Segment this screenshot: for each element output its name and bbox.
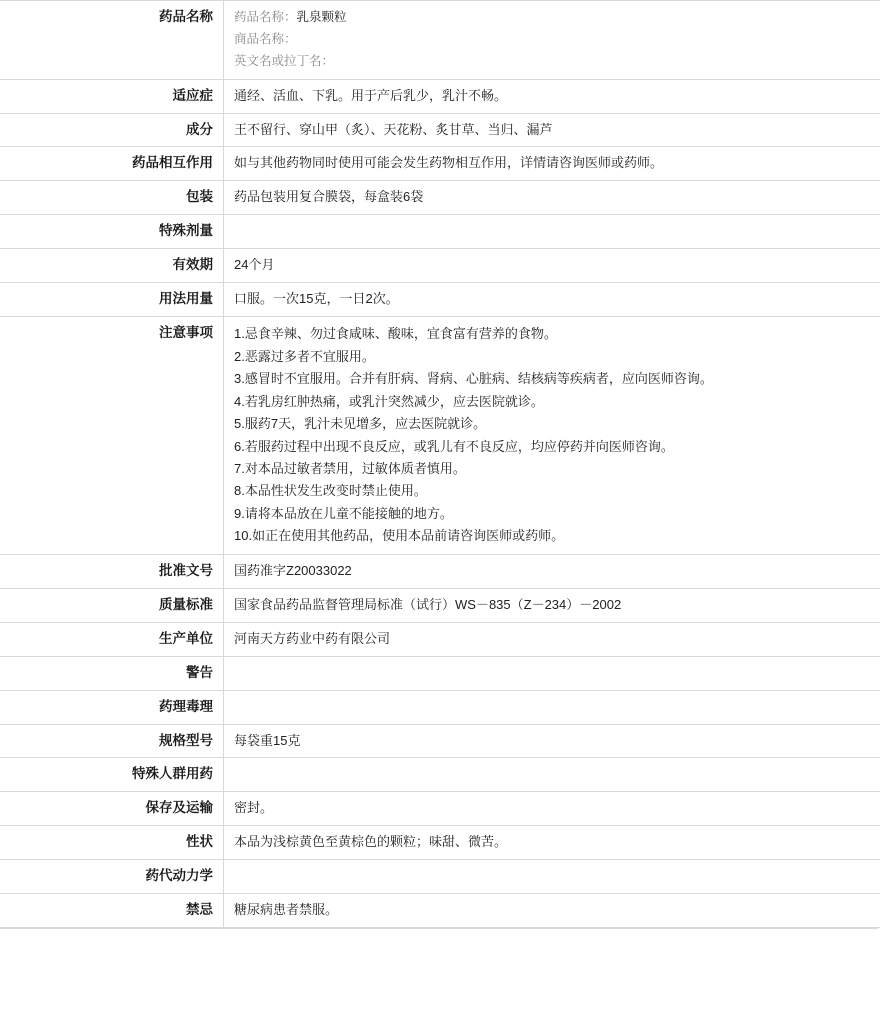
table-row [1, 215, 880, 249]
latin-name-line [234, 51, 880, 73]
row-label: 性状 [1, 826, 224, 860]
row-label: 药代动力学 [1, 860, 224, 894]
row-label: 药品名称 [1, 1, 224, 80]
row-value: 糖尿病患者禁服。 [224, 894, 880, 928]
row-label: 规格型号 [1, 724, 224, 758]
list-item: 3.感冒时不宜服用。合并有肝病、肾病、心脏病、结核病等疾病者，应向医师咨询。 [234, 371, 713, 387]
row-label: 有效期 [1, 249, 224, 283]
table-row [1, 249, 880, 283]
row-label: 生产单位 [1, 622, 224, 656]
table-row [1, 588, 880, 622]
row-value: 24个月 [224, 249, 880, 283]
row-label: 药品相互作用 [1, 147, 224, 181]
table-row [1, 622, 880, 656]
row-value [224, 690, 880, 724]
row-value: 口服。一次15克，一日2次。 [224, 283, 880, 317]
trade-name-key: 商品名称： [234, 31, 297, 46]
row-value [224, 656, 880, 690]
list-item: 8.本品性状发生改变时禁止使用。 [234, 483, 427, 499]
drug-name-line [234, 7, 880, 29]
table-row [1, 79, 880, 113]
table-row [1, 758, 880, 792]
row-label: 成分 [1, 113, 224, 147]
table-row [1, 147, 880, 181]
latin-name-key: 英文名或拉丁名： [234, 53, 335, 68]
row-value-name-block [224, 1, 880, 80]
list-item: 10.如正在使用其他药品，使用本品前请咨询医师或药师。 [234, 528, 565, 544]
list-item: 4.若乳房红肿热痛，或乳汁突然减少，应去医院就诊。 [234, 393, 544, 409]
row-value [224, 758, 880, 792]
row-value: 密封。 [224, 792, 880, 826]
list-item: 2.恶露过多者不宜服用。 [234, 348, 375, 364]
row-label: 注意事项 [1, 317, 224, 555]
row-value [224, 215, 880, 249]
row-label: 药理毒理 [1, 690, 224, 724]
table-row [1, 554, 880, 588]
row-value: 每袋重15克 [224, 724, 880, 758]
row-label: 批准文号 [1, 554, 224, 588]
row-value-notes [224, 317, 880, 555]
table-row [1, 690, 880, 724]
row-value: 国药准字Z20033022 [224, 554, 880, 588]
list-item: 5.服药7天，乳汁未见增多，应去医院就诊。 [234, 416, 487, 432]
list-item: 1.忌食辛辣、勿过食咸味、酸味，宜食富有营养的食物。 [234, 326, 557, 342]
trade-name-line [234, 29, 880, 51]
table-row [1, 894, 880, 928]
list-item: 9.请将本品放在儿童不能接触的地方。 [234, 505, 453, 521]
table-row [1, 113, 880, 147]
row-label: 特殊人群用药 [1, 758, 224, 792]
table-row [1, 1, 880, 80]
row-value: 王不留行、穿山甲（炙）、天花粉、炙甘草、当归、漏芦 [224, 113, 880, 147]
row-label: 包装 [1, 181, 224, 215]
table-body [1, 1, 880, 928]
row-value: 通经、活血、下乳。用于产后乳少，乳汁不畅。 [224, 79, 880, 113]
row-value [224, 860, 880, 894]
table-row [1, 792, 880, 826]
row-label: 警告 [1, 656, 224, 690]
drug-name-key: 药品名称： [234, 10, 297, 24]
table-row [1, 317, 880, 555]
row-label: 适应症 [1, 79, 224, 113]
table-row [1, 860, 880, 894]
row-value: 如与其他药物同时使用可能会发生药物相互作用，详情请咨询医师或药师。 [224, 147, 880, 181]
row-label: 保存及运输 [1, 792, 224, 826]
table-row [1, 724, 880, 758]
table-row [1, 283, 880, 317]
table-row [1, 181, 880, 215]
drug-name-value: 乳泉颗粒 [296, 10, 347, 24]
row-value: 河南天方药业中药有限公司 [224, 622, 880, 656]
bottom-divider [0, 928, 878, 929]
table-row [1, 826, 880, 860]
row-label: 特殊剂量 [1, 215, 224, 249]
table-row [1, 656, 880, 690]
row-label: 质量标准 [1, 588, 224, 622]
list-item: 6.若服药过程中出现不良反应，或乳儿有不良反应，均应停药并向医师咨询。 [234, 438, 674, 454]
notes-list [234, 323, 880, 548]
row-value: 药品包装用复合膜袋，每盒装6袋 [224, 181, 880, 215]
row-value: 本品为浅棕黄色至黄棕色的颗粒；味甜、微苦。 [224, 826, 880, 860]
row-value: 国家食品药品监督管理局标准（试行）WS－835（Z－234）－2002 [224, 588, 880, 622]
list-item: 7.对本品过敏者禁用，过敏体质者慎用。 [234, 460, 466, 476]
row-label: 用法用量 [1, 283, 224, 317]
row-label: 禁忌 [1, 894, 224, 928]
